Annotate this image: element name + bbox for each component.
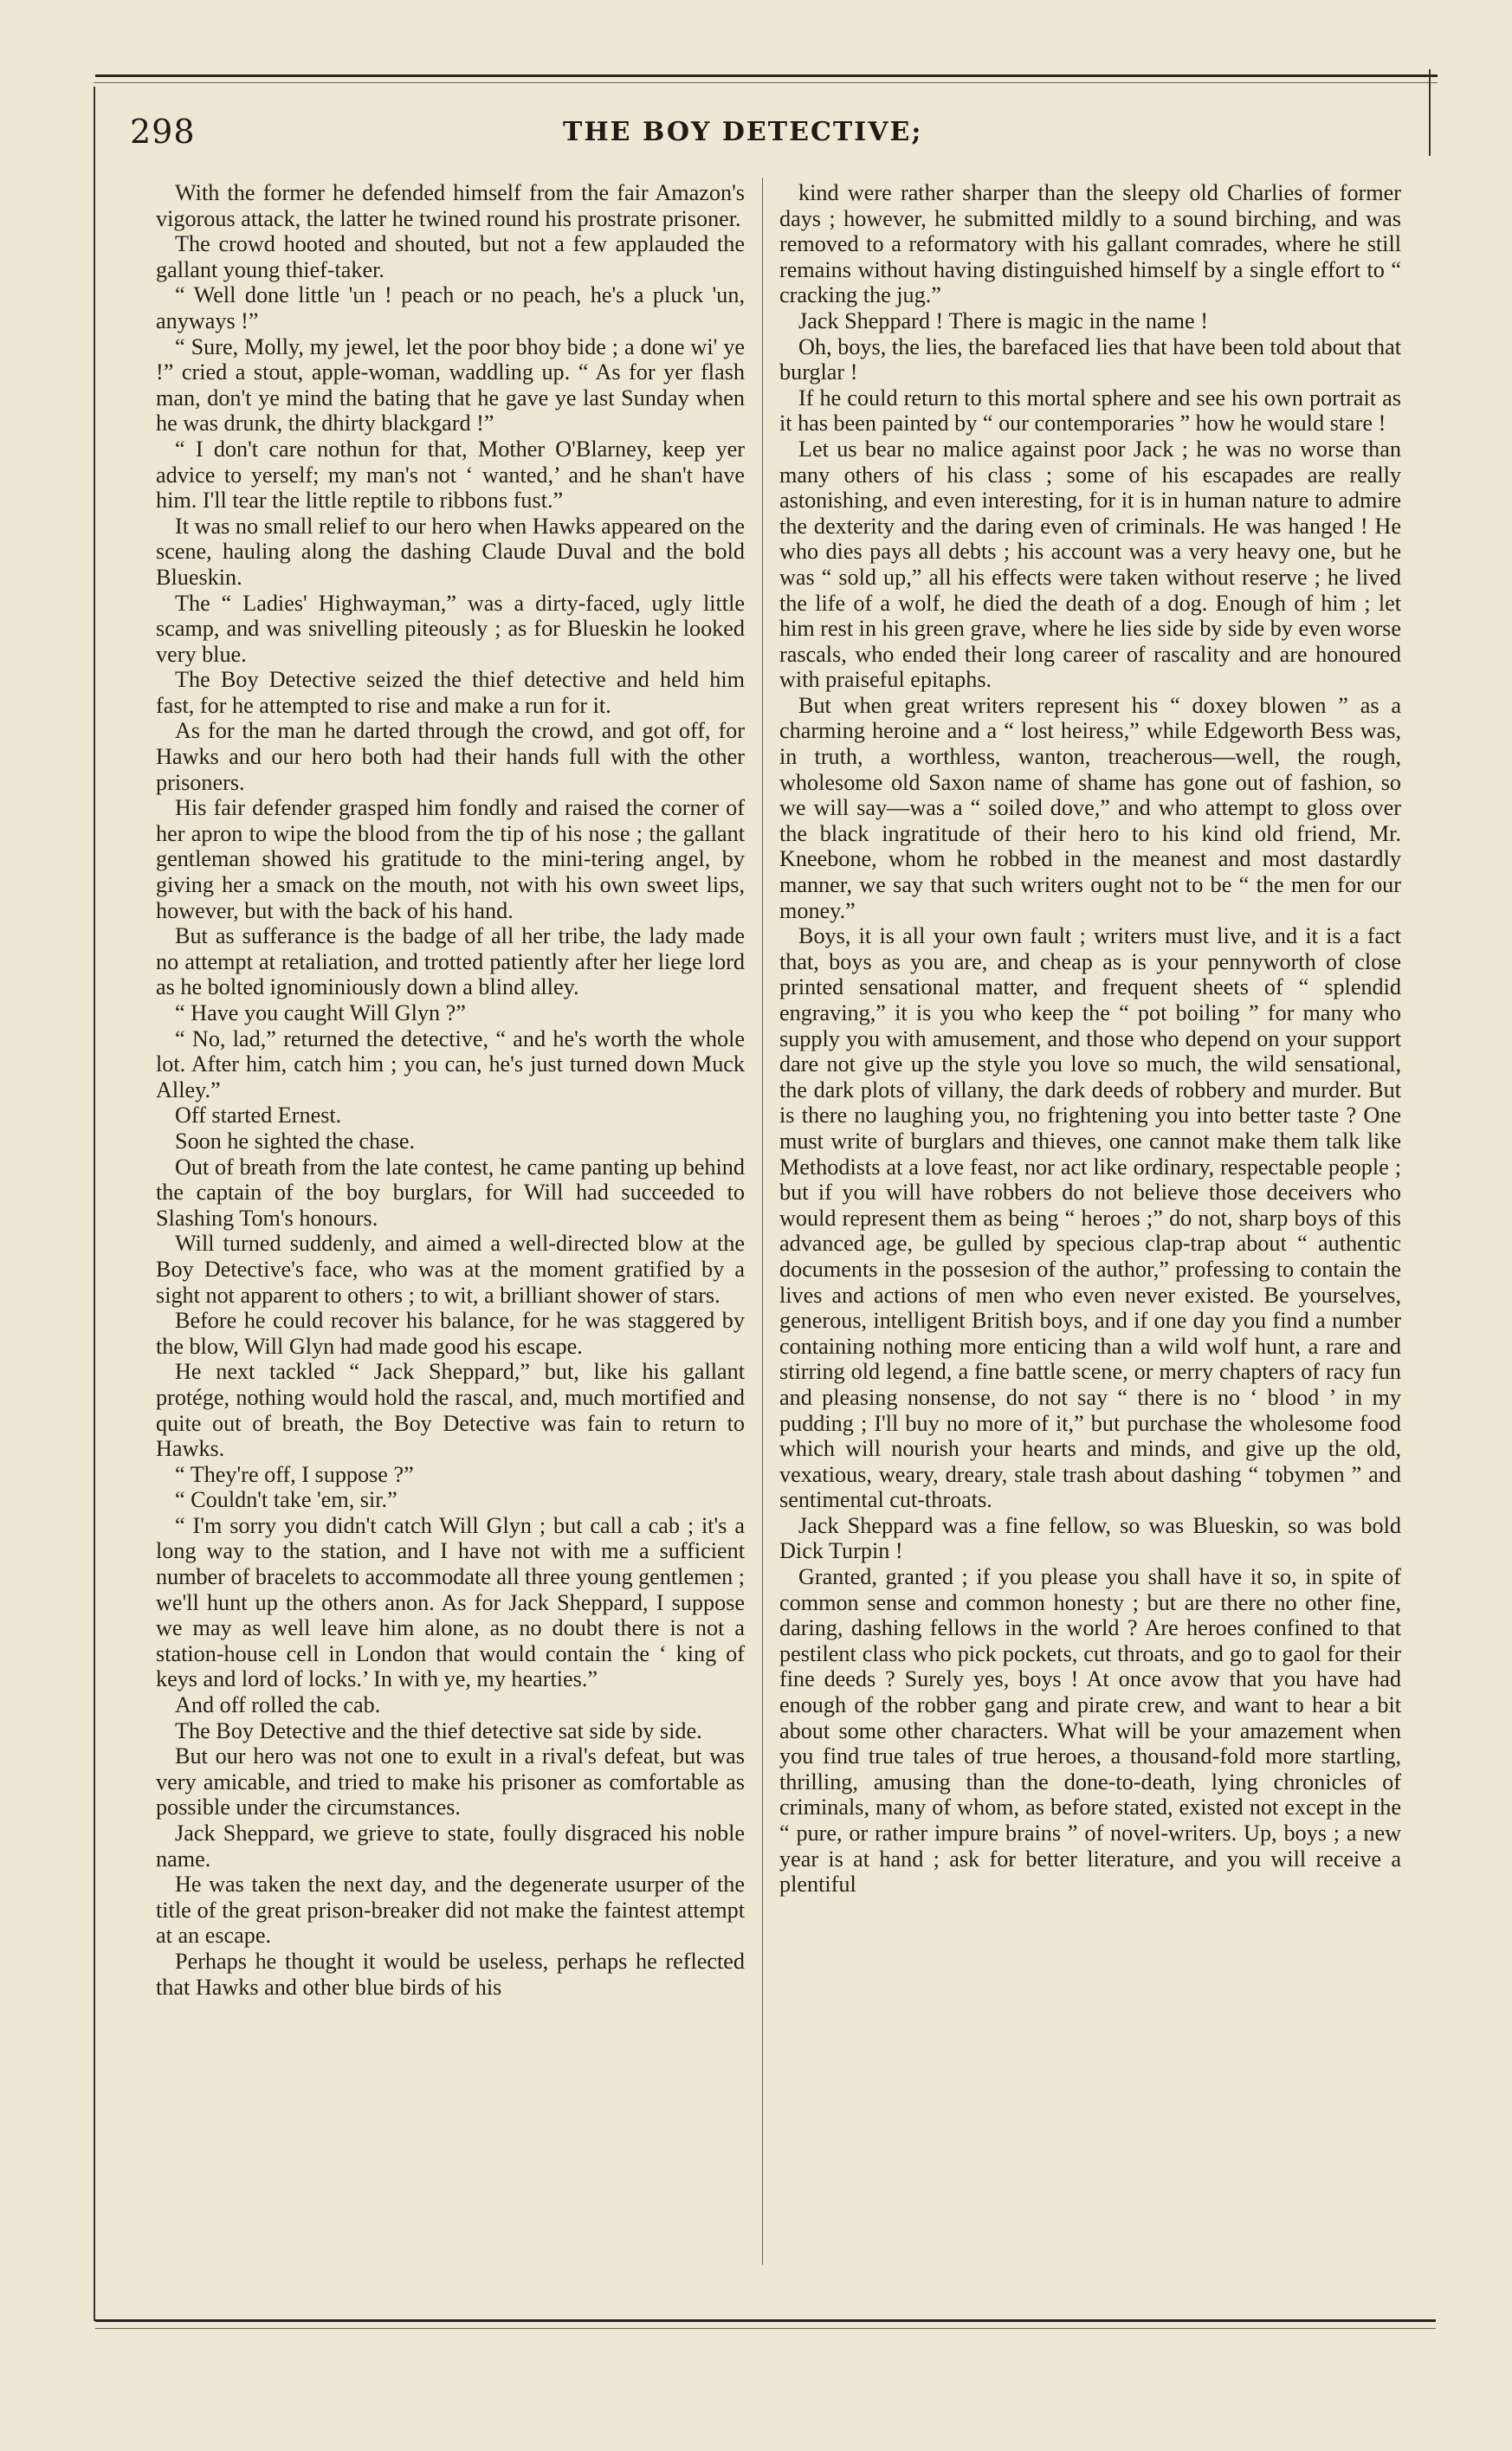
left-text-column [156, 180, 745, 2285]
paragraph: Let us bear no malice against poor Jack ; he was no worse than many others of his class ; some of his escapades are really astonishing, and even interesting, for it is in human nature to admire the dexterity and the daring even of criminals. He was hanged ! He who dies pays all debts ; his account was a very heavy one, but he was “ sold up,” all his effects were taken without reserve ; he lived the life of a wolf, he died the death of a dog. Enough of him ; let him rest in his green grave, where he lies side by side by even worse rascals, who ended their long career of rascality and are honoured with praiseful epitaphs. [779, 436, 1401, 693]
paragraph: Boys, it is all your own fault ; writers must live, and it is a fact that, boys as you are, and cheap as is your pennyworth of close printed sensational matter, and frequent sheets of “ splendid engraving,” it is you who keep the “ pot boiling ” for many who supply you with amusement, and those who depend on your support dare not give up the style you love so much, the wild sensational, the dark plots of villany, the dark deeds of robbery and murder. But is there no laughing you, no frightening you into better taste ? One must write of burglars and thieves, one cannot make them talk like Methodists at a love feast, nor act like ordinary, respectable people ; but if you will have robbers do not believe those deceivers who would represent them as being “ heroes ;” do not, sharp boys of this advanced age, be gulled by specious clap-trap about “ authentic documents in the possesion of the author,” professing to contain the lives and actions of men who even never existed. Be yourselves, generous, intelligent British boys, and if one day you find a number containing nothing more enticing than a wild wolf hunt, a rare and stirring old legend, a fine battle scene, or merry chapters of racy fun and pleasing nonsense, do not say “ there is no ‘ blood ’ in my pudding ; I'll buy no more of it,” but purchase the wholesome food which will nourish your hearts and minds, and give up the old, vexatious, weary, dreary, stale trash about dashing “ tobymen ” and sentimental cut-throats. [779, 923, 1401, 1513]
paragraph: “ Sure, Molly, my jewel, let the poor bhoy bide ; a done wi' ye !” cried a stout, apple-woman, waddling up. “ As for yer flash man, don't ye mind the bating that he gave ye last Sunday when he was drunk, the dhirty blackgard !” [156, 333, 745, 437]
paragraph: The Boy Detective and the thief detective sat side by side. [175, 1717, 702, 1743]
paragraph: “ They're off, I suppose ?” [175, 1461, 414, 1487]
paragraph: As for the man he darted through the crowd, and got off, for Hawks and our hero both had their hands full with the other prisoners. [156, 718, 745, 795]
paragraph: “ Well done little 'un ! peach or no peach, he's a pluck 'un, anyways !” [156, 282, 745, 333]
paragraph: “ No, lad,” returned the detective, “ and he's worth the whole lot. After him, catch him ; you can, he's just turned down Muck Alley.” [156, 1025, 745, 1103]
bottom-rule [95, 2319, 1436, 2322]
paragraph: Off started Ernest. [175, 1103, 342, 1128]
paragraph: “ Couldn't take 'em, sir.” [175, 1487, 397, 1513]
paragraph: The crowd hooted and shouted, but not a few applauded the gallant young thief-taker. [156, 231, 745, 282]
paragraph: It was no small relief to our hero when Hawks appeared on the scene, hauling along the dashing Claude Duval and the bold Blueskin. [156, 513, 745, 590]
top-rule-thin [94, 82, 1438, 83]
paragraph: And off rolled the cab. [175, 1692, 381, 1718]
column-divider [762, 178, 763, 2265]
paragraph: “ I'm sorry you didn't catch Will Glyn ; but call a cab ; it's a long way to the station, and I have not with me a sufficient number of bracelets to accommodate all three young gentlemen ; we'll hunt up the others anon. As for Jack Sheppard, I suppose we may as well leave him alone, as no doubt there is not a station-house cell in London that would contain the ‘ king of keys and lord of locks.’ In with ye, my hearties.” [156, 1512, 745, 1692]
paragraph: Out of breath from the late contest, he came panting up behind the captain of the boy burglars, for Will had succeeded to Slashing Tom's honours. [156, 1154, 745, 1231]
paragraph: Jack Sheppard, we grieve to state, foully disgraced his noble name. [156, 1820, 745, 1872]
paragraph: But when great writers represent his “ doxey blowen ” as a charming heroine and a “ lost heiress,” while Edgeworth Bess was, in truth, a worthless, wanton, treacherous—well, the rough, wholesome old Saxon name of shame has gone out of fashion, so we will say—was a “ soiled dove,” and who attempt to gloss over the black ingratitude of their hero to his kind old friend, Mr. Kneebone, whom he robbed in the meanest and most dastardly manner, we say that such writers ought not to be “ the men for our money.” [779, 692, 1401, 923]
paragraph: Granted, granted ; if you please you shall have it so, in spite of common sense and common honesty ; but are there no other fine, daring, dashing fellows in the world ? Are heroes confined to that pestilent class who pick pockets, cut throats, and go to gaol for their fine deeds ? Surely yes, boys ! At once avow that you have had enough of the robber gang and pirate crew, and want to hear a bit about some other characters. What will be your amazement when you find true tales of true heroes, a thousand-fold more startling, thrilling, amusing than the done-to-death, lying chronicles of criminals, many of whom, as before stated, existed not except in the “ pure, or rather impure brains ” of novel-writers. Up, boys ; a new year is at hand ; ask for better literature, and you will receive a plentiful [779, 1564, 1401, 1898]
paragraph: Oh, boys, the lies, the barefaced lies that have been told about that burglar ! [779, 333, 1401, 385]
paragraph: But our hero was not one to exult in a rival's defeat, but was very amicable, and tried to make his prisoner as comfortable as possible under the circumstances. [156, 1743, 745, 1820]
paragraph: He was taken the next day, and the degenerate usurper of the title of the great prison-breaker did not make the faintest attempt at an escape. [156, 1872, 745, 1949]
paragraph: Perhaps he thought it would be useless, perhaps he reflected that Hawks and other blue birds of his [156, 1948, 745, 2000]
paragraph: The Boy Detective seized the thief detective and held him fast, for he attempted to rise and make a run for it. [156, 667, 745, 718]
paragraph: His fair defender grasped him fondly and raised the corner of her apron to wipe the blood from the tip of his nose ; the gallant gentleman showed his gratitude to the mini-tering angel, by giving her a smack on the mouth, not with his own sweet lips, however, but with the back of his hand. [156, 795, 745, 923]
running-title: THE BOY DETECTIVE; [563, 117, 923, 147]
page-number: 298 [130, 113, 196, 151]
bottom-rule-thin [95, 2328, 1436, 2329]
paragraph: If he could return to this mortal sphere and see his own portrait as it has been painted by “ our contemporaries ” how he would stare ! [779, 385, 1401, 437]
paragraph: The “ Ladies' Highwayman,” was a dirty-faced, ugly little scamp, and was snivelling piteously ; as for Blueskin he looked very blue. [156, 590, 745, 667]
paragraph: “ Have you caught Will Glyn ?” [175, 1000, 466, 1025]
right-border-rule [1429, 69, 1431, 156]
right-text-column [779, 180, 1401, 2285]
paragraph: He next tackled “ Jack Sheppard,” but, like his gallant protége, nothing would hold the rascal, and, much mortified and quite out of breath, the Boy Detective was fain to return to Hawks. [156, 1359, 745, 1462]
paragraph: kind were rather sharper than the sleepy old Charlies of former days ; however, he submitted mildly to a sound birching, and was removed to a reformatory with his gallant comrades, where he still remains without having distinguished himself by a single effort to “ cracking the jug.” [779, 180, 1401, 308]
top-rule [95, 74, 1438, 77]
paragraph: Soon he sighted the chase. [175, 1128, 416, 1154]
paragraph: But as sufferance is the badge of all her tribe, the lady made no attempt at retaliation, and trotted patiently after her liege lord as he bolted ignominiously down a blind alley. [156, 923, 745, 1000]
paragraph: “ I don't care nothun for that, Mother O'Blarney, keep yer advice to yerself; my man's not ‘ wanted,’ and he shan't have him. I'll tear the little reptile to ribbons fust.” [156, 436, 745, 514]
paragraph: Jack Sheppard was a fine fellow, so was Blueskin, so was bold Dick Turpin ! [779, 1512, 1401, 1564]
paragraph: Will turned suddenly, and aimed a well-directed blow at the Boy Detective's face, who was at the moment gratified by a sight not apparent to others ; to wit, a brilliant shower of stars. [156, 1231, 745, 1308]
paragraph: Jack Sheppard ! There is magic in the name ! [798, 307, 1208, 333]
paragraph: Before he could recover his balance, for he was staggered by the blow, Will Glyn had made good his escape. [156, 1308, 745, 1359]
left-border-rule [94, 87, 95, 2321]
paragraph: With the former he defended himself from the fair Amazon's vigorous attack, the latter he twined round his prostrate prisoner. [156, 180, 745, 231]
